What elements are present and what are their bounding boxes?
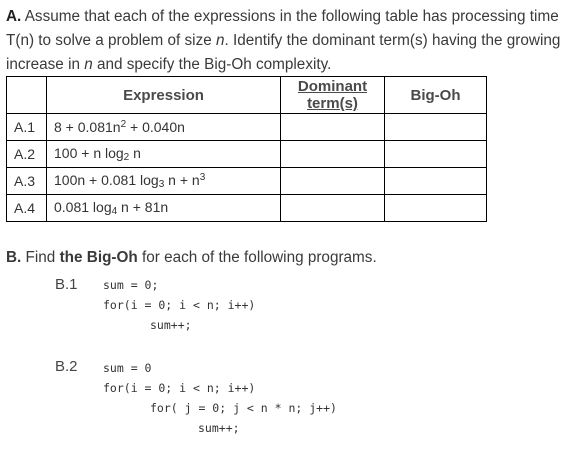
header-dominant-line1: Dominant <box>297 78 368 95</box>
header-dominant-terms <box>281 77 385 114</box>
row-id: A.4 <box>7 195 47 222</box>
dominant-term-cell[interactable] <box>281 114 385 141</box>
dominant-term-cell[interactable] <box>281 195 385 222</box>
b2-label: B.2 <box>55 358 78 375</box>
part-a-n-1: n <box>216 32 225 49</box>
expr-text: n + n <box>164 172 200 188</box>
dominant-term-cell[interactable] <box>281 168 385 195</box>
part-a-text-2: . Identify the dominant term(s) having the growing increase in <box>6 32 561 73</box>
b1-code-line-2: for(i = 0; i < n; i++) <box>103 298 256 312</box>
big-oh-cell[interactable] <box>385 168 487 195</box>
expr-text: 0.081 log <box>54 199 112 215</box>
part-b-text-1: Find <box>21 249 60 266</box>
row-expression <box>47 195 281 222</box>
row-id: A.2 <box>7 141 47 168</box>
row-expression <box>47 114 281 141</box>
part-b-bold: the Big-Oh <box>59 249 138 266</box>
table-header-row <box>7 77 487 114</box>
part-a-text-1: Assume that each of the expressions in the following table has processing time T(n) to solve a problem of size <box>6 8 559 49</box>
b2-code-line-2: for(i = 0; i < n; i++) <box>103 381 256 395</box>
header-expression: Expression <box>47 77 281 114</box>
part-a-instructions <box>6 5 562 77</box>
part-a-text-3: and specify the Big-Oh complexity. <box>92 56 332 73</box>
expr-text: n <box>129 145 141 161</box>
b1-label: B.1 <box>55 276 78 293</box>
expr-text: n + 81n <box>117 199 169 215</box>
table-row <box>7 114 487 141</box>
expr-subscript: 4 <box>111 206 118 217</box>
header-big-oh: Big-Oh <box>385 77 487 114</box>
table-row <box>7 168 487 195</box>
row-id: A.1 <box>7 114 47 141</box>
part-b-instructions <box>6 249 377 267</box>
b2-code-line-3: for( j = 0; j < n * n; j++) <box>150 401 337 415</box>
expr-text: 100 + n log <box>54 145 124 161</box>
expr-subscript: 3 <box>158 179 165 190</box>
expr-text: 100n + 0.081 log <box>54 172 159 188</box>
row-expression <box>47 168 281 195</box>
b2-code-line-4: sum++; <box>198 421 240 435</box>
part-a-n-2: n <box>84 56 93 73</box>
row-expression <box>47 141 281 168</box>
big-oh-cell[interactable] <box>385 195 487 222</box>
expr-superscript: 3 <box>199 172 206 183</box>
part-b-label: B. <box>6 249 22 266</box>
expr-superscript: 2 <box>120 119 127 130</box>
part-b-text-2: for each of the following programs. <box>137 249 377 266</box>
expr-text: 8 + 0.081n <box>54 119 121 135</box>
table-row <box>7 141 487 168</box>
big-oh-cell[interactable] <box>385 141 487 168</box>
table-row <box>7 195 487 222</box>
header-id-cell <box>7 77 47 114</box>
big-oh-cell[interactable] <box>385 114 487 141</box>
part-a-label: A. <box>6 8 22 25</box>
dominant-term-cell[interactable] <box>281 141 385 168</box>
expr-subscript: 2 <box>123 152 130 163</box>
b1-code-line-1: sum = 0; <box>103 278 159 292</box>
header-dominant-line2: term(s) <box>307 95 358 112</box>
b1-code-line-3: sum++; <box>150 318 192 332</box>
row-id: A.3 <box>7 168 47 195</box>
expressions-table <box>6 76 487 222</box>
expr-text: + 0.040n <box>126 119 185 135</box>
b2-code-line-1: sum = 0 <box>103 361 152 375</box>
